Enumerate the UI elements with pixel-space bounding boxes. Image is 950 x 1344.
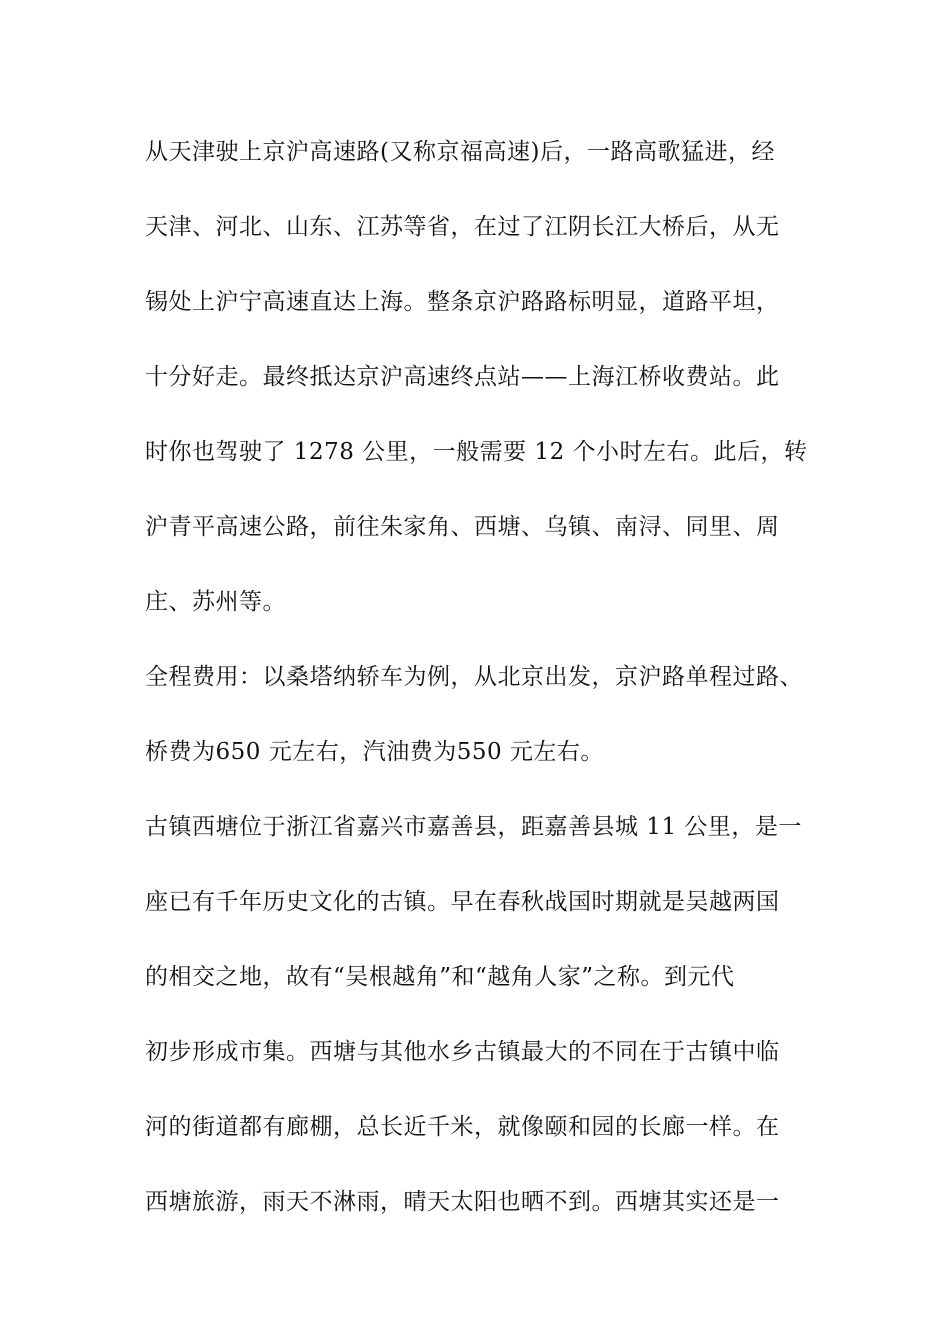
text-line: 沪青平高速公路，前往朱家角、西塘、乌镇、南浔、同里、周	[145, 514, 780, 540]
text-line: 初步形成市集。西塘与其他水乡古镇最大的不同在于古镇中临	[145, 1039, 780, 1065]
text-line: 时你也驾驶了 1278 公里，一般需要 12 个小时左右。此后，转	[145, 439, 808, 465]
text-line: 座已有千年历史文化的古镇。早在春秋战国时期就是吴越两国	[145, 889, 780, 915]
text-line: 锡处上沪宁高速直达上海。整条京沪路路标明显，道路平坦，	[145, 289, 780, 315]
text-line: 从天津驶上京沪高速路(又称京福高速)后，一路高歌猛进，经	[145, 139, 775, 165]
text-line: 十分好走。最终抵达京沪高速终点站——上海江桥收费站。此	[145, 364, 780, 390]
text-line: 的相交之地，故有“吴根越角”和“越角人家”之称。到元代	[145, 964, 735, 990]
text-line: 古镇西塘位于浙江省嘉兴市嘉善县，距嘉善县城 11 公里，是一	[145, 814, 802, 840]
text-line: 天津、河北、山东、江苏等省，在过了江阴长江大桥后，从无	[145, 214, 780, 240]
text-line: 全程费用：以桑塔纳轿车为例，从北京出发，京沪路单程过路、	[145, 664, 803, 690]
text-line: 庄、苏州等。	[145, 589, 286, 615]
text-line: 河的街道都有廊棚，总长近千米，就像颐和园的长廊一样。在	[145, 1114, 780, 1140]
body-text	[145, 132, 845, 1257]
text-line: 桥费为650 元左右，汽油费为550 元左右。	[145, 739, 604, 765]
text-line: 西塘旅游，雨天不淋雨，晴天太阳也晒不到。西塘其实还是一	[145, 1189, 780, 1215]
